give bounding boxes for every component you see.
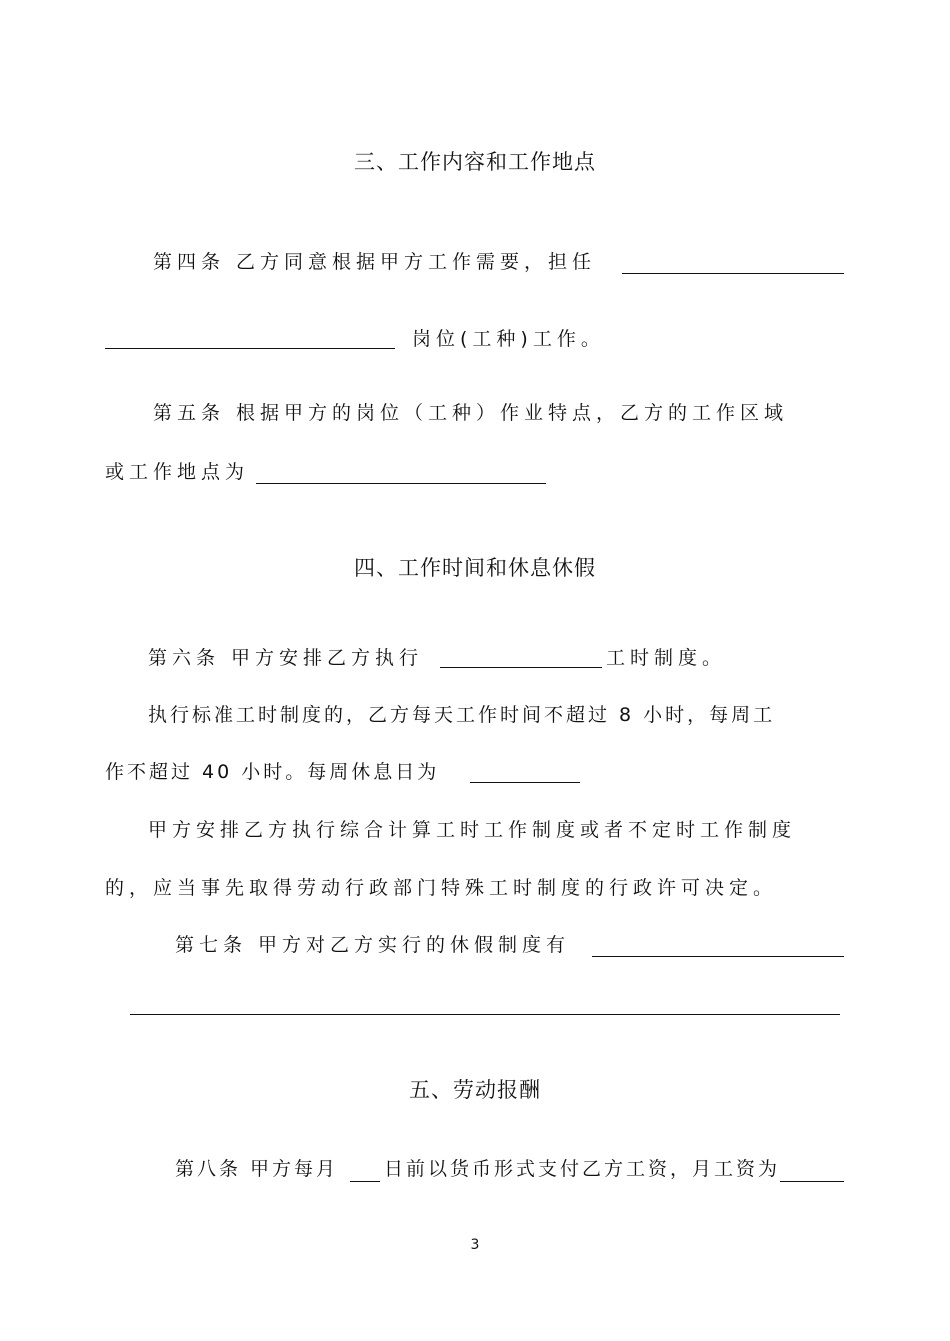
article-7-line-1: 第七条 甲方对乙方实行的休假制度有	[175, 934, 571, 956]
blank-position-line-1	[622, 273, 844, 274]
article-4-line-1: 第四条 乙方同意根据甲方工作需要，担任	[153, 251, 597, 273]
article-6-standard-line-2: 作不超过 40 小时。每周休息日为	[105, 761, 440, 783]
page-number: 3	[470, 1237, 480, 1253]
article-8-line-1-start: 第八条 甲方每月	[175, 1158, 339, 1180]
blank-work-location	[256, 483, 546, 484]
article-4-line-2: 岗位(工种)工作。	[412, 328, 605, 350]
section-title-work-content: 三、工作内容和工作地点	[354, 150, 596, 174]
section-title-remuneration: 五、劳动报酬	[409, 1078, 541, 1102]
article-5-line-1: 第五条 根据甲方的岗位（工种）作业特点，乙方的工作区域	[153, 402, 789, 424]
blank-leave-system-line-1	[592, 956, 844, 957]
section-title-working-hours: 四、工作时间和休息休假	[354, 556, 596, 580]
blank-rest-day	[470, 782, 580, 783]
blank-monthly-salary	[780, 1181, 844, 1182]
blank-position-line-2	[105, 348, 395, 349]
blank-pay-day	[350, 1181, 380, 1182]
article-6-standard-line-1: 执行标准工时制度的，乙方每天工作时间不超过 8 小时，每周工	[148, 704, 776, 726]
article-5-line-2: 或工作地点为	[105, 461, 250, 483]
article-6-line-1: 第六条 甲方安排乙方执行	[148, 647, 424, 669]
article-6-special-line-2: 的，应当事先取得劳动行政部门特殊工时制度的行政许可决定。	[105, 877, 778, 899]
article-6-line-1-end: 工时制度。	[606, 647, 727, 669]
blank-leave-system-line-2	[130, 1014, 840, 1015]
article-8-line-1: 日前以货币形式支付乙方工资，月工资为	[384, 1158, 781, 1180]
blank-hours-system	[440, 667, 602, 668]
article-6-special-line-1: 甲方安排乙方执行综合计算工时工作制度或者不定时工作制度	[148, 819, 797, 841]
